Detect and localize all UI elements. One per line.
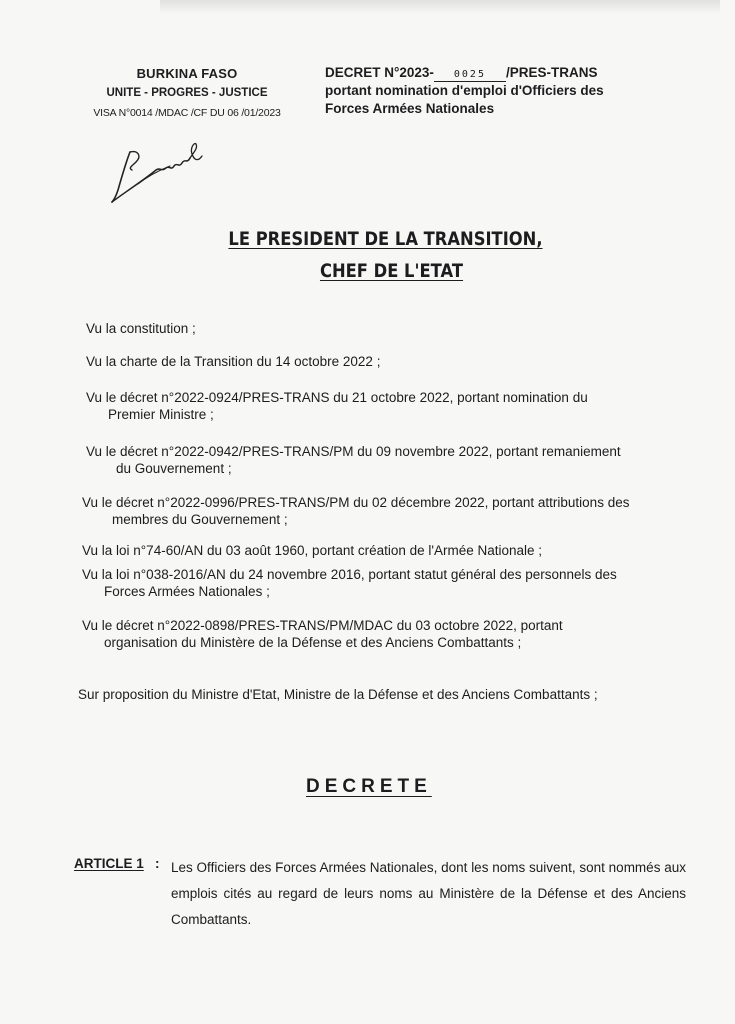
consideration-text: Vu la constitution ; [86, 321, 196, 336]
title-line1 [69, 228, 701, 250]
consideration-item [82, 542, 542, 559]
article-separator: : [155, 856, 160, 871]
consideration-item [86, 320, 196, 337]
consideration-item [86, 389, 694, 423]
consideration-item [82, 566, 694, 600]
scan-smudge [160, 0, 720, 14]
decree-suffix: /PRES-TRANS [505, 65, 598, 80]
head-of-state-title: CHEF DE L'ETAT [319, 260, 464, 282]
article-label: ARTICLE 1 [74, 856, 144, 871]
header-right [325, 64, 705, 118]
title-line2 [75, 260, 707, 282]
visa-reference: VISA N°0014 /MDAC /CF DU 06 /01/2023 [93, 107, 281, 119]
consideration-continuation: membres du Gouvernement ; [112, 512, 288, 527]
decree-number-line [325, 64, 705, 82]
header-left [72, 66, 302, 119]
consideration-text: Vu le décret n°2022-0942/PRES-TRANS/PM du 09 novembre 2022, portant remaniement [86, 444, 621, 459]
decree-prefix: DECRET N°2023- [325, 65, 434, 80]
president-title: LE PRESIDENT DE LA TRANSITION, [228, 228, 543, 250]
consideration-text: Vu le décret n°2022-0924/PRES-TRANS du 21 octobre 2022, portant nomination du [86, 390, 588, 405]
consideration-text: Vu la charte de la Transition du 14 octobre 2022 ; [86, 354, 381, 369]
handwritten-signature [108, 140, 208, 210]
consideration-item [82, 617, 694, 651]
consideration-text: Vu la loi n°74-60/AN du 03 août 1960, portant création de l'Armée Nationale ; [82, 543, 543, 558]
consideration-continuation: Forces Armées Nationales ; [104, 584, 270, 599]
consideration-text: Vu la loi n°038-2016/AN du 24 novembre 2016, portant statut général des personnels des [82, 567, 617, 582]
consideration-item [82, 494, 694, 528]
decree-subject-line2: Forces Armées Nationales [325, 101, 495, 116]
decree-number: 0025 [434, 69, 506, 82]
consideration-text: Vu le décret n°2022-0996/PRES-TRANS/PM du 02 décembre 2022, portant attributions des [82, 495, 630, 510]
decrete-heading: DECRETE [306, 776, 432, 797]
country-name: BURKINA FASO [136, 66, 238, 81]
national-motto: UNITE - PROGRES - JUSTICE [106, 87, 268, 99]
consideration-item [86, 443, 694, 477]
proposition-line: Sur proposition du Ministre d'Etat, Ministre de la Défense et des Anciens Combattants ; [78, 687, 598, 702]
consideration-continuation: du Gouvernement ; [116, 461, 232, 476]
decree-subject-line1: portant nomination d'emploi d'Officiers des [325, 83, 604, 98]
consideration-continuation: Premier Ministre ; [108, 407, 214, 422]
consideration-continuation: organisation du Ministère de la Défense et des Anciens Combattants ; [104, 635, 522, 650]
consideration-item [86, 353, 380, 370]
article-text: Les Officiers des Forces Armées Nationales, dont les noms suivent, sont nommés aux emplois cités au regard de leurs noms au Ministère de la Défense et des Anciens Combattants. [171, 860, 686, 927]
consideration-text: Vu le décret n°2022-0898/PRES-TRANS/PM/MDAC du 03 octobre 2022, portant [82, 618, 563, 633]
